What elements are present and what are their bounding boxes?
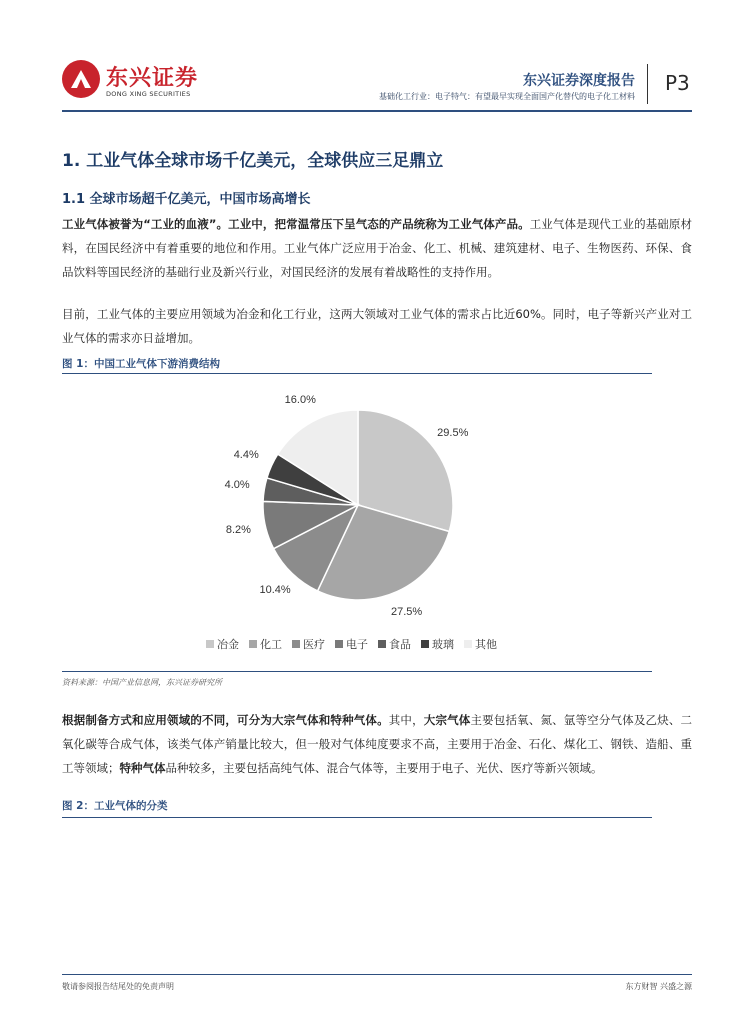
paragraph-applications: 目前，工业气体的主要应用领域为冶金和化工行业，这两大领域对工业气体的需求占比近60%。同时，电子等新兴产业对工业气体的需求亦日益增加。 — [62, 307, 692, 345]
classification-text-3: 品种较多，主要包括高纯气体、混合气体等，主要用于电子、光伏、医疗等新兴领域。 — [165, 761, 603, 775]
legend-item-1 — [249, 636, 282, 652]
footer-slogan: 东方财智 兴盛之源 — [625, 982, 692, 991]
legend-label-1: 化工 — [260, 638, 282, 651]
company-logo — [62, 60, 199, 102]
pie-chart-svg — [200, 385, 560, 665]
legend-swatch-0 — [206, 640, 214, 648]
pie-label-5: 4.4% — [233, 448, 259, 461]
legend-label-5: 玻璃 — [432, 638, 454, 651]
classification-text-2: 主要包括氧、氮、氩等空分气体及乙炔、二氧化碳等合成气体，该类气体产销量比较大，但一般对气体纯度要求不高，主要用于冶金、石化、煤化工、钢铁、造船、重工等领域； — [62, 713, 693, 775]
figure-1-title: 图 1：中国工业气体下游消费结构 — [62, 358, 220, 370]
chart-legend — [206, 636, 497, 652]
classification-lead: 根据制备方式和应用领域的不同，可分为大宗气体和特种气体。 — [62, 713, 389, 727]
paragraph-classification — [62, 708, 692, 780]
legend-label-2: 医疗 — [303, 638, 325, 651]
legend-label-3: 电子 — [346, 638, 368, 651]
figure-1-bottom-rule — [62, 671, 652, 672]
legend-swatch-5 — [421, 640, 429, 648]
pie-label-6: 16.0% — [284, 393, 316, 406]
subsection-heading: 1.1 全球市场超千亿美元，中国市场高增长 — [62, 192, 311, 207]
pie-label-3: 8.2% — [225, 523, 251, 536]
paragraph-intro — [62, 212, 692, 284]
bulk-gas-term: 大宗气体 — [423, 713, 471, 727]
section-heading: 1. 工业气体全球市场千亿美元，全球供应三足鼎立 — [62, 151, 444, 171]
page-number: P3 — [665, 71, 690, 95]
legend-swatch-6 — [464, 640, 472, 648]
legend-swatch-3 — [335, 640, 343, 648]
page-header — [0, 0, 755, 120]
paragraph-intro-lead: 工业气体被誉为“工业的血液”。工业中，把常温常压下呈气态的产品统称为工业气体产品。 — [62, 217, 530, 231]
legend-label-4: 食品 — [389, 638, 411, 651]
legend-label-0: 冶金 — [217, 638, 239, 651]
footer-rule — [62, 974, 692, 975]
header-divider — [647, 64, 648, 104]
figure-2-title: 图 2：工业气体的分类 — [62, 800, 168, 812]
legend-item-2 — [292, 636, 325, 652]
legend-swatch-2 — [292, 640, 300, 648]
footer-disclaimer: 敬请参阅报告结尾处的免责声明 — [62, 982, 174, 991]
logo-text-en: DONG XING SECURITIES — [106, 90, 191, 98]
logo-text-cn: 东兴证券 — [106, 65, 199, 91]
logo-mark-icon — [62, 60, 100, 98]
figure-1-top-rule — [62, 373, 652, 374]
header-rule — [62, 110, 692, 112]
report-title: 东兴证券深度报告 — [523, 73, 635, 89]
figure-1-source: 资料来源：中国产业信息网，东兴证券研究所 — [62, 678, 222, 687]
legend-item-3 — [335, 636, 368, 652]
report-subtitle: 基础化工行业：电子特气：有望最早实现全面国产化替代的电子化工材料 — [379, 92, 635, 101]
figure-2-top-rule — [62, 817, 652, 818]
classification-text-1: 其中， — [388, 713, 424, 727]
pie-label-1: 27.5% — [390, 606, 423, 619]
pie-chart — [200, 385, 560, 665]
legend-item-5 — [421, 636, 454, 652]
legend-label-6: 其他 — [475, 638, 497, 651]
specialty-gas-term: 特种气体 — [119, 761, 166, 775]
legend-swatch-1 — [249, 640, 257, 648]
pie-label-0: 29.5% — [437, 426, 469, 439]
pie-label-2: 10.4% — [259, 583, 291, 596]
legend-item-0 — [206, 636, 239, 652]
pie-label-4: 4.0% — [224, 478, 250, 491]
legend-item-4 — [378, 636, 411, 652]
legend-item-6 — [464, 636, 497, 652]
legend-swatch-4 — [378, 640, 386, 648]
paragraph-intro-body: 工业气体是现代工业的基础原材料，在国民经济中有着重要的地位和作用。工业气体广泛应用于冶金、化工、机械、建筑建材、电子、生物医药、环保、食品饮料等国民经济的基础行业及新兴行业，对国民经济的发展有着战略性的支持作用。 — [62, 217, 692, 279]
